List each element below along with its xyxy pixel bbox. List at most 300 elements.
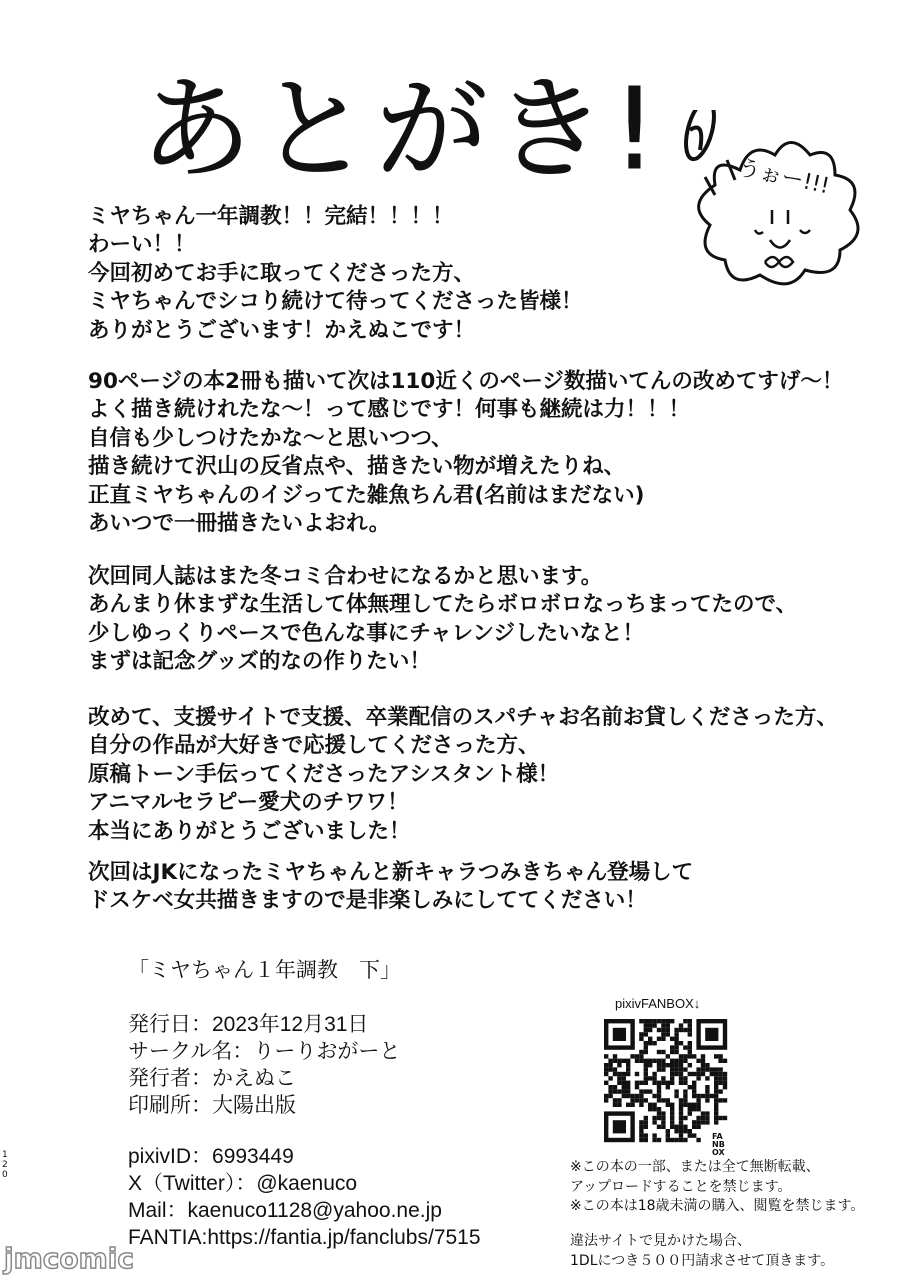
qr-module xyxy=(639,1037,643,1041)
qr-module xyxy=(666,1063,670,1067)
qr-module xyxy=(679,1081,683,1085)
qr-module xyxy=(622,1089,626,1093)
text-line: 本当にありがとうございました！ xyxy=(88,818,411,844)
qr-module xyxy=(666,1081,670,1085)
qr-module xyxy=(622,1085,626,1089)
qr-module xyxy=(613,1098,617,1102)
circle-name: サークル名：りーりおがーと xyxy=(128,1040,401,1063)
qr-module xyxy=(674,1067,678,1071)
qr-module xyxy=(622,1081,626,1085)
qr-module xyxy=(683,1019,687,1023)
qr-module xyxy=(688,1028,692,1032)
qr-module xyxy=(714,1072,718,1076)
qr-module xyxy=(626,1072,630,1076)
qr-module xyxy=(639,1098,643,1102)
qr-module xyxy=(657,1089,661,1093)
qr-module xyxy=(718,1059,722,1063)
qr-module xyxy=(639,1103,643,1107)
pixiv-id: pixivID：6993449 xyxy=(128,1145,294,1168)
afterword-heading: あとがき! xyxy=(140,65,663,195)
qr-module xyxy=(679,1023,683,1027)
qr-module xyxy=(714,1111,718,1115)
qr-module xyxy=(644,1133,648,1137)
qr-module xyxy=(701,1054,705,1058)
qr-module xyxy=(723,1085,727,1089)
qr-module xyxy=(688,1133,692,1137)
qr-module xyxy=(679,1103,683,1107)
qr-module xyxy=(683,1116,687,1120)
email: Mail：kaenuco1128@yahoo.ne.jp xyxy=(128,1199,442,1222)
text-line: ミヤちゃん一年調教！！完結！！！！ xyxy=(88,204,454,229)
qr-module xyxy=(644,1045,648,1049)
text-line: 次回同人誌はまた冬コミ合わせになるかと思います。 xyxy=(88,564,603,589)
qr-module xyxy=(648,1063,652,1067)
qr-module xyxy=(679,1116,683,1120)
qr-module xyxy=(644,1063,648,1067)
qr-module xyxy=(657,1028,661,1032)
qr-module xyxy=(688,1072,692,1076)
qr-module xyxy=(679,1133,683,1137)
book-title: 「ミヤちゃん１年調教 下」 xyxy=(128,959,401,982)
qr-module xyxy=(718,1054,722,1058)
qr-code xyxy=(604,1019,728,1151)
qr-module xyxy=(644,1072,648,1076)
qr-module xyxy=(705,1076,709,1080)
qr-module xyxy=(630,1098,634,1102)
qr-module xyxy=(657,1094,661,1098)
qr-module xyxy=(652,1076,656,1080)
qr-module xyxy=(696,1107,700,1111)
qr-module xyxy=(674,1125,678,1129)
qr-module xyxy=(635,1098,639,1102)
qr-module xyxy=(705,1094,709,1098)
qr-module xyxy=(696,1094,700,1098)
qr-module xyxy=(622,1076,626,1080)
qr-module xyxy=(639,1050,643,1054)
qr-module xyxy=(674,1089,678,1093)
qr-module xyxy=(688,1032,692,1036)
notice-line: ※この本は18歳未満の購入、閲覧を禁じます。 xyxy=(570,1198,865,1214)
qr-module xyxy=(639,1133,643,1137)
qr-module xyxy=(639,1032,643,1036)
qr-module xyxy=(652,1019,656,1023)
qr-module xyxy=(674,1041,678,1045)
qr-module xyxy=(661,1050,665,1054)
qr-module xyxy=(666,1103,670,1107)
qr-label: pixivFANBOX↓ xyxy=(615,996,701,1011)
qr-module xyxy=(710,1072,714,1076)
qr-module xyxy=(613,1059,617,1063)
qr-module xyxy=(630,1094,634,1098)
qr-module xyxy=(661,1019,665,1023)
qr-module xyxy=(696,1120,700,1124)
notice-line: アップロードすることを禁じます。 xyxy=(570,1178,792,1195)
qr-module xyxy=(679,1120,683,1124)
qr-module xyxy=(639,1125,643,1129)
qr-module xyxy=(608,1059,612,1063)
qr-module xyxy=(679,1107,683,1111)
qr-module xyxy=(723,1098,727,1102)
qr-module xyxy=(661,1032,665,1036)
qr-module xyxy=(639,1054,643,1058)
qr-module xyxy=(692,1125,696,1129)
qr-module xyxy=(652,1072,656,1076)
text-line: 正直ミヤちゃんのイジってた雑魚ちん君(名前はまだない) xyxy=(88,482,645,508)
qr-module xyxy=(683,1125,687,1129)
qr-module xyxy=(644,1116,648,1120)
qr-module xyxy=(679,1028,683,1032)
qr-module xyxy=(652,1094,656,1098)
text-line: 90ページの本2冊も描いて次は110近くのページ数描いてんの改めてすげ〜！ xyxy=(88,369,844,394)
qr-module xyxy=(692,1085,696,1089)
qr-module xyxy=(608,1067,612,1071)
qr-module xyxy=(705,1089,709,1093)
text-line: ミヤちゃんでシコり続けて待ってくださった皆様！ xyxy=(88,289,583,315)
copyright-notices xyxy=(570,1158,864,1217)
qr-module xyxy=(644,1050,648,1054)
qr-module xyxy=(679,1138,683,1142)
qr-module xyxy=(617,1081,621,1085)
qr-module xyxy=(661,1063,665,1067)
qr-module xyxy=(639,1120,643,1124)
qr-module xyxy=(674,1037,678,1041)
qr-module xyxy=(644,1120,648,1124)
publisher: 発行者：かえぬこ xyxy=(128,1067,296,1090)
qr-module xyxy=(679,1129,683,1133)
qr-module xyxy=(626,1089,630,1093)
qr-module xyxy=(613,1028,626,1041)
qr-module xyxy=(705,1111,709,1115)
qr-module xyxy=(626,1063,630,1067)
qr-module xyxy=(604,1072,608,1076)
qr-module xyxy=(714,1107,718,1111)
qr-module xyxy=(661,1125,665,1129)
text-line: よく描き続けれたな〜！って感じです！何事も継続は力！！！ xyxy=(88,397,691,423)
qr-module xyxy=(648,1019,652,1023)
qr-module xyxy=(635,1081,639,1085)
qr-module xyxy=(705,1028,718,1041)
qr-module xyxy=(688,1041,692,1045)
text-line: 今回初めてお手に取ってくださった方、 xyxy=(88,260,476,286)
qr-module xyxy=(657,1116,661,1120)
qr-module xyxy=(648,1107,652,1111)
text-line: 自信も少しつけたかな〜と思いつつ、 xyxy=(88,425,453,451)
qr-module xyxy=(613,1089,617,1093)
qr-module xyxy=(714,1094,718,1098)
qr-module xyxy=(670,1120,674,1124)
qr-module xyxy=(718,1076,722,1080)
qr-module xyxy=(670,1116,674,1120)
qr-module xyxy=(701,1120,705,1124)
qr-module xyxy=(692,1089,696,1093)
qr-module xyxy=(692,1072,696,1076)
fanbox-badge: FANBOX xyxy=(712,1132,725,1157)
qr-module xyxy=(674,1045,678,1049)
qr-module xyxy=(723,1081,727,1085)
text-line: ありがとうございます！かえぬこです！ xyxy=(88,317,476,343)
qr-module xyxy=(657,1067,661,1071)
qr-module xyxy=(644,1028,648,1032)
qr-module xyxy=(670,1111,674,1115)
qr-module xyxy=(644,1125,648,1129)
text-line: わーい！！ xyxy=(88,232,196,258)
qr-module xyxy=(683,1129,687,1133)
qr-module xyxy=(652,1059,656,1063)
qr-module xyxy=(648,1089,652,1093)
qr-module xyxy=(657,1098,661,1102)
qr-module xyxy=(630,1054,634,1058)
qr-module xyxy=(661,1120,665,1124)
text-line: 自分の作品が大好きで応援してくださった方、 xyxy=(88,733,540,759)
qr-module xyxy=(696,1098,700,1102)
paragraph-3 xyxy=(88,563,797,677)
qr-module xyxy=(604,1054,608,1058)
qr-module xyxy=(639,1138,643,1142)
qr-module xyxy=(714,1089,718,1093)
qr-module xyxy=(644,1067,648,1071)
qr-module xyxy=(666,1032,670,1036)
qr-module xyxy=(626,1081,630,1085)
qr-module xyxy=(723,1059,727,1063)
qr-module xyxy=(714,1054,718,1058)
qr-module xyxy=(683,1081,687,1085)
qr-module xyxy=(617,1063,621,1067)
text-line: 少しゆっくりペースで色んな事にチャレンジしたいなと！ xyxy=(88,620,644,646)
qr-module xyxy=(705,1067,709,1071)
qr-module xyxy=(608,1094,612,1098)
qr-module xyxy=(644,1023,648,1027)
qr-module xyxy=(696,1138,700,1142)
qr-module xyxy=(657,1019,661,1023)
qr-module xyxy=(688,1103,692,1107)
qr-module xyxy=(661,1098,665,1102)
qr-module xyxy=(666,1129,670,1133)
qr-module xyxy=(683,1089,687,1093)
qr-module xyxy=(670,1072,674,1076)
notice-line: ※この本の一部、または全て無断転載、 xyxy=(570,1159,820,1175)
text-line: あんまり休まずな生活して体無理してたらボロボロなっちまってたので、 xyxy=(88,592,798,618)
qr-module xyxy=(679,1072,683,1076)
qr-module xyxy=(683,1045,687,1049)
qr-module xyxy=(683,1098,687,1102)
qr-module xyxy=(639,1081,643,1085)
qr-module xyxy=(714,1098,718,1102)
qr-module xyxy=(644,1098,648,1102)
qr-module xyxy=(674,1050,678,1054)
qr-module xyxy=(652,1081,656,1085)
qr-module xyxy=(692,1103,696,1107)
qr-module xyxy=(718,1098,722,1102)
qr-module xyxy=(688,1063,692,1067)
qr-module xyxy=(723,1076,727,1080)
qr-module xyxy=(670,1050,674,1054)
mascot-shout: うぉー!!! xyxy=(735,155,832,200)
qr-module xyxy=(604,1098,608,1102)
qr-module xyxy=(670,1037,674,1041)
qr-module xyxy=(661,1023,665,1027)
qr-module xyxy=(635,1094,639,1098)
qr-module xyxy=(714,1085,718,1089)
qr-module xyxy=(679,1111,683,1115)
qr-module xyxy=(688,1129,692,1133)
qr-module xyxy=(683,1094,687,1098)
qr-module xyxy=(657,1063,661,1067)
qr-module xyxy=(674,1059,678,1063)
qr-module xyxy=(613,1120,626,1133)
qr-module xyxy=(644,1019,648,1023)
qr-module xyxy=(670,1081,674,1085)
qr-module xyxy=(661,1067,665,1071)
qr-module xyxy=(622,1072,626,1076)
qr-module xyxy=(674,1129,678,1133)
qr-module xyxy=(626,1094,630,1098)
qr-module xyxy=(613,1085,617,1089)
qr-module xyxy=(666,1054,670,1058)
qr-module xyxy=(679,1059,683,1063)
qr-module xyxy=(652,1116,656,1120)
publish-date: 発行日：2023年12月31日 xyxy=(128,1013,369,1036)
printer: 印刷所：大陽出版 xyxy=(128,1094,296,1117)
qr-module xyxy=(635,1054,639,1058)
qr-module xyxy=(648,1059,652,1063)
qr-module xyxy=(674,1072,678,1076)
qr-module xyxy=(635,1072,639,1076)
qr-module xyxy=(688,1054,692,1058)
qr-module xyxy=(644,1089,648,1093)
qr-module xyxy=(608,1063,612,1067)
qr-module xyxy=(696,1072,700,1076)
qr-module xyxy=(617,1089,621,1093)
qr-module xyxy=(688,1023,692,1027)
qr-module xyxy=(648,1076,652,1080)
qr-module xyxy=(688,1045,692,1049)
qr-module xyxy=(657,1107,661,1111)
qr-module xyxy=(714,1067,718,1071)
qr-module xyxy=(692,1133,696,1137)
text-line: 描き続けて沢山の反省点や、描きたい物が増えたりね、 xyxy=(88,454,626,480)
qr-module xyxy=(617,1103,621,1107)
qr-module xyxy=(652,1133,656,1137)
mascot-cloud-drawing xyxy=(660,110,900,310)
qr-module xyxy=(613,1072,617,1076)
qr-module xyxy=(648,1028,652,1032)
qr-module xyxy=(701,1059,705,1063)
qr-module xyxy=(718,1067,722,1071)
qr-module xyxy=(714,1103,718,1107)
qr-module xyxy=(696,1125,700,1129)
qr-module xyxy=(648,1041,652,1045)
qr-module xyxy=(674,1138,678,1142)
qr-module xyxy=(670,1107,674,1111)
qr-module xyxy=(657,1111,661,1115)
qr-module xyxy=(683,1059,687,1063)
qr-module xyxy=(688,1111,692,1115)
text-line: まずは記念グッズ的なの作りたい！ xyxy=(88,649,431,675)
qr-module xyxy=(661,1059,665,1063)
qr-module xyxy=(683,1103,687,1107)
qr-module xyxy=(714,1081,718,1085)
qr-module xyxy=(617,1072,621,1076)
qr-module xyxy=(705,1116,709,1120)
qr-module xyxy=(635,1059,639,1063)
qr-module xyxy=(666,1028,670,1032)
contacts xyxy=(128,1143,481,1251)
qr-module xyxy=(613,1103,617,1107)
qr-module xyxy=(608,1089,612,1093)
qr-module xyxy=(679,1076,683,1080)
qr-module xyxy=(666,1138,670,1142)
paragraph-5 xyxy=(88,859,693,916)
qr-module xyxy=(626,1103,630,1107)
qr-module xyxy=(666,1098,670,1102)
qr-module xyxy=(666,1085,670,1089)
qr-module xyxy=(652,1023,656,1027)
qr-module xyxy=(692,1081,696,1085)
qr-module xyxy=(644,1081,648,1085)
qr-module xyxy=(666,1023,670,1027)
qr-module xyxy=(626,1059,630,1063)
qr-module xyxy=(617,1076,621,1080)
qr-module xyxy=(604,1067,608,1071)
paragraph-4 xyxy=(88,704,838,846)
qr-module xyxy=(674,1028,678,1032)
paragraph-1 xyxy=(88,203,583,345)
qr-module xyxy=(661,1081,665,1085)
qr-module xyxy=(705,1120,709,1124)
qr-module xyxy=(648,1037,652,1041)
qr-module xyxy=(723,1116,727,1120)
qr-module xyxy=(683,1138,687,1142)
qr-module xyxy=(679,1067,683,1071)
qr-module xyxy=(652,1120,656,1124)
qr-module xyxy=(652,1041,656,1045)
qr-module xyxy=(701,1063,705,1067)
paragraph-2 xyxy=(88,368,843,538)
qr-module xyxy=(613,1054,617,1058)
qr-module xyxy=(701,1094,705,1098)
qr-module xyxy=(670,1067,674,1071)
qr-module xyxy=(644,1032,648,1036)
notice-line: 1DLにつき５００円請求させて頂きます。 xyxy=(570,1252,835,1269)
qr-module xyxy=(652,1138,656,1142)
qr-module xyxy=(657,1037,661,1041)
qr-module xyxy=(714,1120,718,1124)
qr-module xyxy=(604,1094,608,1098)
qr-module xyxy=(666,1133,670,1137)
qr-module xyxy=(696,1103,700,1107)
qr-module xyxy=(679,1125,683,1129)
qr-module xyxy=(644,1076,648,1080)
qr-module xyxy=(696,1076,700,1080)
qr-module xyxy=(710,1094,714,1098)
qr-module xyxy=(644,1041,648,1045)
qr-module xyxy=(718,1081,722,1085)
qr-module xyxy=(648,1103,652,1107)
text-line: あいつで一冊描きたいよおれ。 xyxy=(88,510,391,536)
qr-module xyxy=(652,1103,656,1107)
watermark: jmcomic xyxy=(4,1242,134,1275)
text-line: ドスケベ女共描きますので是非楽しみにしててください！ xyxy=(88,888,647,914)
qr-module xyxy=(692,1094,696,1098)
qr-module xyxy=(688,1085,692,1089)
qr-module xyxy=(657,1125,661,1129)
text-line: 改めて、支援サイトで支援、卒業配信のスパチャお名前お貸しくださった方、 xyxy=(88,705,838,730)
qr-module xyxy=(644,1059,648,1063)
qr-module xyxy=(635,1085,639,1089)
qr-module xyxy=(701,1072,705,1076)
qr-module xyxy=(604,1063,608,1067)
qr-module xyxy=(670,1138,674,1142)
